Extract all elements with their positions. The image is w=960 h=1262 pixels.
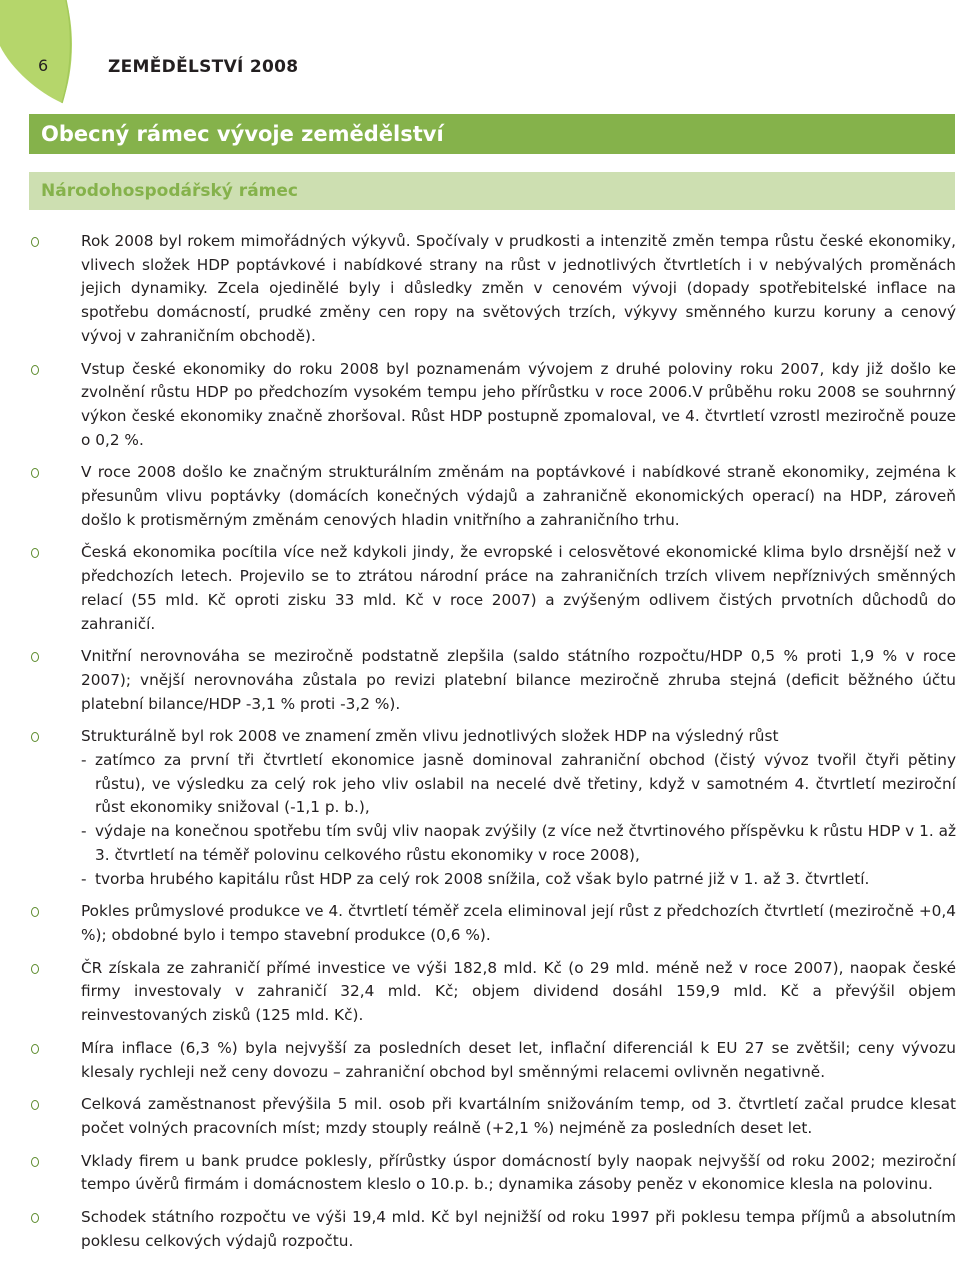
- sub-item-text: výdaje na konečnou spotřebu tím svůj vliv naopak zvýšily (z více než čtvrtinového příspěvku k růstu HDP v 1. až 3. čtvrtletí na téměř polovinu celkového růstu ekonomiky v roce 2008),: [95, 822, 956, 864]
- section-heading-band: [29, 114, 955, 154]
- bullet-text: Česká ekonomika pocítila více než kdykoli jindy, že evropské i celosvětové ekonomické klima bylo drsnější než v předchozích letech. Projevilo se to ztrátou národní práce na zahraničních trzích vlivem nepříznivých směnných relací (55 mld. Kč oproti zisku 33 mld. Kč v roce 2007) a zvýšeným odlivem čistých prvotních důchodů do zahraničí.: [81, 543, 956, 633]
- corner-leaf-decoration: [0, 0, 72, 105]
- bullet-text: Míra inflace (6,3 %) byla nejvyšší za posledních deset let, inflační diferenciál k EU 27 se zvětšil; ceny vývozu klesaly rychleji než ceny dovozu – zahraniční obchod byl směnnými relacemi ovlivněn negativně.: [81, 1038, 956, 1081]
- bullet-item: [30, 645, 956, 716]
- page-number: 6: [38, 56, 49, 75]
- sub-item: [81, 820, 956, 867]
- bullet-item: [30, 1206, 956, 1253]
- subsection-title: Národohospodářský rámec: [41, 181, 298, 201]
- sub-item-text: zatímco za první tři čtvrtletí ekonomice jasně dominoval zahraniční obchod (čistý vývoz tvořil čtyři pětiny růstu), ve výsledku za celý rok jeho vliv oslabil na necelé dvě třetiny, když v samotném 4. čtvrtletí meziroční růst ekonomiky snižoval (-1,1 p. b.),: [95, 751, 956, 817]
- bullet-marker-icon: [31, 1213, 39, 1223]
- bullet-list: [30, 230, 956, 1262]
- bullet-marker-icon: [31, 548, 39, 558]
- bullet-marker-icon: [31, 237, 39, 247]
- bullet-text: ČR získala ze zahraničí přímé investice ve výši 182,8 mld. Kč (o 29 mld. méně než v roce 2007), naopak české firmy investovaly v zahraničí 32,4 mld. Kč; objem dividend dosáhl 159,9 mld. Kč a převýšil objem reinvestovaných zisků (125 mld. Kč).: [81, 958, 956, 1025]
- bullet-marker-icon: [31, 1157, 39, 1167]
- dash-marker-icon: -: [81, 822, 87, 841]
- bullet-text: Pokles průmyslové produkce ve 4. čtvrtletí téměř zcela eliminoval její růst z předchozích čtvrtletí (meziročně +0,4 %); obdobné bylo i tempo stavební produkce (0,6 %).: [81, 902, 956, 944]
- bullet-text: Vstup české ekonomiky do roku 2008 byl poznamenám vývojem z druhé poloviny roku 2007, kdy již došlo ke zvolnění růstu HDP po předchozím vysokém tempu jeho přírůstku v roce 2006.V průběhu roku 2008 se souhrnný výkon české ekonomiky značně zhoršoval. Růst HDP postupně zpomaloval, ve 4. čtvrtletí vzrostl meziročně pouze o 0,2 %.: [81, 359, 956, 449]
- subsection-heading-band: [29, 172, 955, 210]
- bullet-item: [30, 230, 956, 349]
- bullet-text: Rok 2008 byl rokem mimořádných výkyvů. Spočívaly v prudkosti a intenzitě změn tempa růstu české ekonomiky, vlivech složek HDP poptávkové i nabídkové strany na růst v jednotlivých čtvrtletích i v nebývalých proměnách jejich dynamiky. Zcela ojedinělé byly i důsledky změn v cenovém vývoji (dopady spotřebitelské inflace na spotřebu domácností, prudké změny cen ropy na světových trzích, výkyvy směnného kurzu koruny a cenový vývoj v zahraničním obchodě).: [81, 232, 956, 345]
- bullet-marker-icon: [31, 652, 39, 662]
- bullet-marker-icon: [31, 907, 39, 917]
- bullet-text: Strukturálně byl rok 2008 ve znamení změn vlivu jednotlivých složek HDP na výsledný růst: [81, 727, 779, 746]
- bullet-marker-icon: [31, 964, 39, 974]
- bullet-marker-icon: [31, 365, 39, 375]
- bullet-item: [30, 461, 956, 532]
- bullet-item: [30, 1150, 956, 1197]
- bullet-item: [30, 725, 956, 891]
- sub-item: [81, 868, 956, 892]
- bullet-text: Vnitřní nerovnováha se meziročně podstatně zlepšila (saldo státního rozpočtu/HDP 0,5 % proti 1,9 % v roce 2007); vnější nerovnováha zůstala po revizi platební bilance meziročně zhruba stejná (deficit běžného účtu platební bilance/HDP -3,1 % proti -3,2 %).: [81, 647, 956, 713]
- running-header-title: ZEMĚDĚLSTVÍ 2008: [108, 57, 299, 77]
- bullet-text: Schodek státního rozpočtu ve výši 19,4 mld. Kč byl nejnižší od roku 1997 při poklesu tempa příjmů a absolutním poklesu celkových výdajů rozpočtu.: [81, 1208, 956, 1250]
- bullet-marker-icon: [31, 732, 39, 742]
- dash-marker-icon: -: [81, 751, 87, 770]
- bullet-marker-icon: [31, 1044, 39, 1054]
- sub-item-text: tvorba hrubého kapitálu růst HDP za celý rok 2008 snížila, což však bylo patrné již v 1. až 3. čtvrtletí.: [95, 869, 870, 888]
- bullet-marker-icon: [31, 468, 39, 478]
- sub-item: [81, 749, 956, 820]
- bullet-text: Vklady firem u bank prudce poklesly, přírůstky úspor domácností byly naopak nejvyšší od roku 2002; meziroční tempo úvěrů firmám i domácnostem kleslo o 10.p. b.; dynamika zásoby peněz v ekonomice klesla na polovinu.: [81, 1151, 956, 1194]
- dash-marker-icon: -: [81, 869, 87, 888]
- bullet-marker-icon: [31, 1100, 39, 1110]
- bullet-item: [30, 541, 956, 636]
- bullet-item: [30, 957, 956, 1028]
- bullet-item: [30, 900, 956, 947]
- bullet-text: V roce 2008 došlo ke značným strukturálním změnám na poptávkové i nabídkové straně ekonomiky, zejména k přesunům vlivu poptávky (domácích konečných výdajů a zahraničně ekonomických operací) na HDP, zároveň došlo k protisměrným změnám cenových hladin vnitřního a zahraničního trhu.: [81, 463, 956, 529]
- bullet-item: [30, 1037, 956, 1084]
- bullet-item: [30, 1093, 956, 1140]
- bullet-item: [30, 358, 956, 453]
- section-title: Obecný rámec vývoje zemědělství: [41, 122, 444, 146]
- bullet-text: Celková zaměstnanost převýšila 5 mil. osob při kvartálním snižováním temp, od 3. čtvrtletí začal prudce klesat počet volných pracovních míst; mzdy stouply reálně (+2,1 %) nejméně za posledních deset let.: [81, 1095, 956, 1137]
